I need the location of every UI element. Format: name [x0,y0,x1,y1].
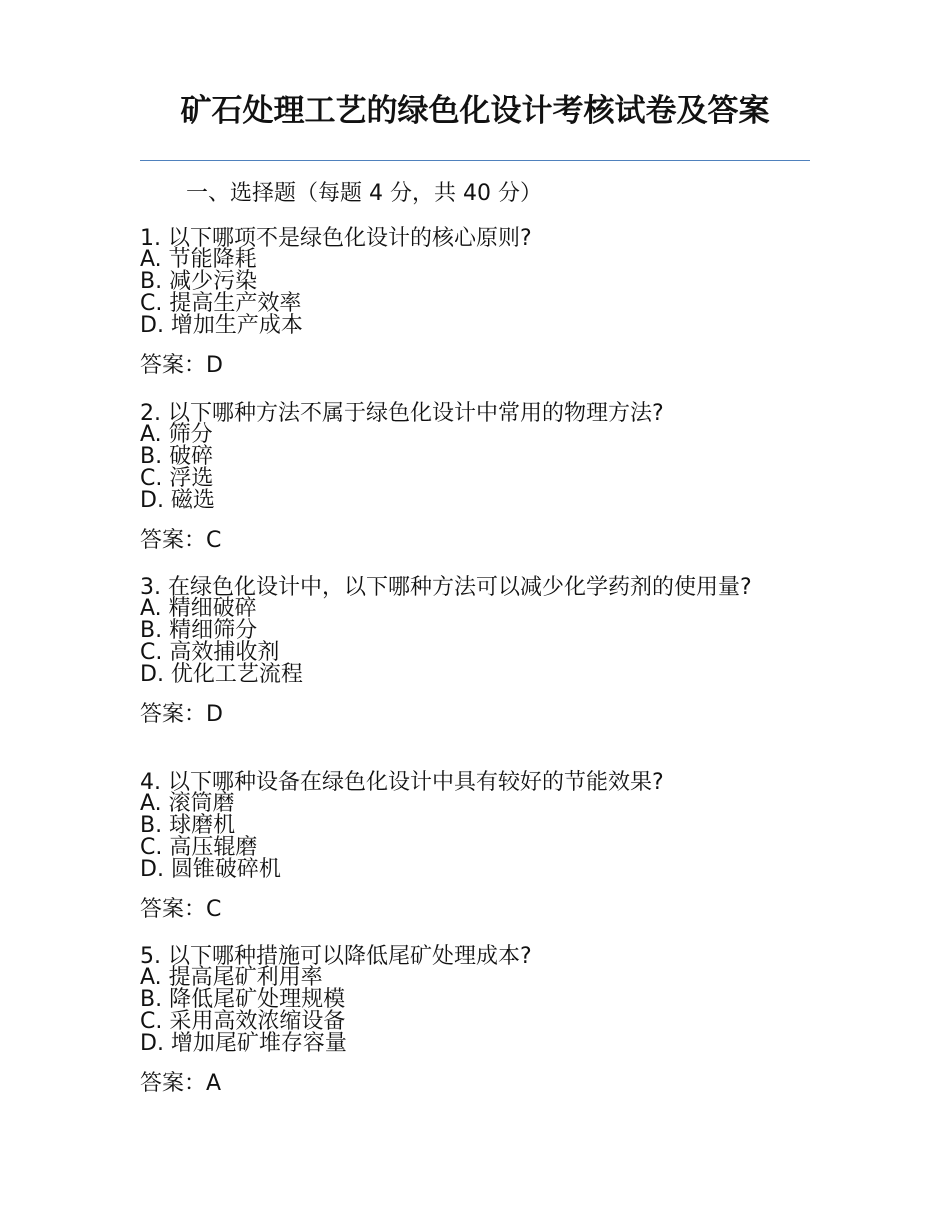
option-c: C. 提高生产效率 [140,291,302,316]
option-c: C. 浮选 [140,466,214,491]
answer-line: 答案：A [140,1071,222,1096]
option-b: B. 降低尾矿处理规模 [140,987,346,1012]
question-stem: 3. 在绿色化设计中，以下哪种方法可以减少化学药剂的使用量? [140,575,752,600]
question-stem: 5. 以下哪种措施可以降低尾矿处理成本? [140,944,532,969]
option-d: D. 圆锥破碎机 [140,857,281,882]
question-2 [140,403,810,555]
title-underline-rule [140,160,810,161]
answer-line: 答案：D [140,353,223,378]
answer-line: 答案：D [140,702,223,727]
option-a: A. 提高尾矿利用率 [140,965,323,990]
option-d: D. 优化工艺流程 [140,662,303,687]
question-stem: 1. 以下哪项不是绿色化设计的核心原则? [140,226,532,251]
document-title: 矿石处理工艺的绿色化设计考核试卷及答案 [180,93,770,129]
option-b: B. 球磨机 [140,813,236,838]
option-b: B. 精细筛分 [140,618,258,643]
option-c: C. 高压辊磨 [140,835,258,860]
question-1 [140,228,810,380]
option-b: B. 破碎 [140,444,214,469]
question-stem: 2. 以下哪种方法不属于绿色化设计中常用的物理方法? [140,401,664,426]
question-stem: 4. 以下哪种设备在绿色化设计中具有较好的节能效果? [140,770,664,795]
option-c: C. 采用高效浓缩设备 [140,1009,346,1034]
question-5 [140,946,810,1098]
option-d: D. 磁选 [140,488,215,513]
question-4 [140,772,810,924]
option-c: C. 高效捕收剂 [140,640,280,665]
option-a: A. 筛分 [140,422,213,447]
option-d: D. 增加尾矿堆存容量 [140,1031,347,1056]
answer-line: 答案：C [140,528,222,553]
option-b: B. 减少污染 [140,269,258,294]
answer-line: 答案：C [140,897,222,922]
option-a: A. 节能降耗 [140,247,257,272]
option-a: A. 精细破碎 [140,596,257,621]
section-heading: 一、选择题（每题 4 分，共 40 分） [186,181,542,206]
option-a: A. 滚筒磨 [140,791,235,816]
option-d: D. 增加生产成本 [140,313,303,338]
question-3 [140,577,810,729]
